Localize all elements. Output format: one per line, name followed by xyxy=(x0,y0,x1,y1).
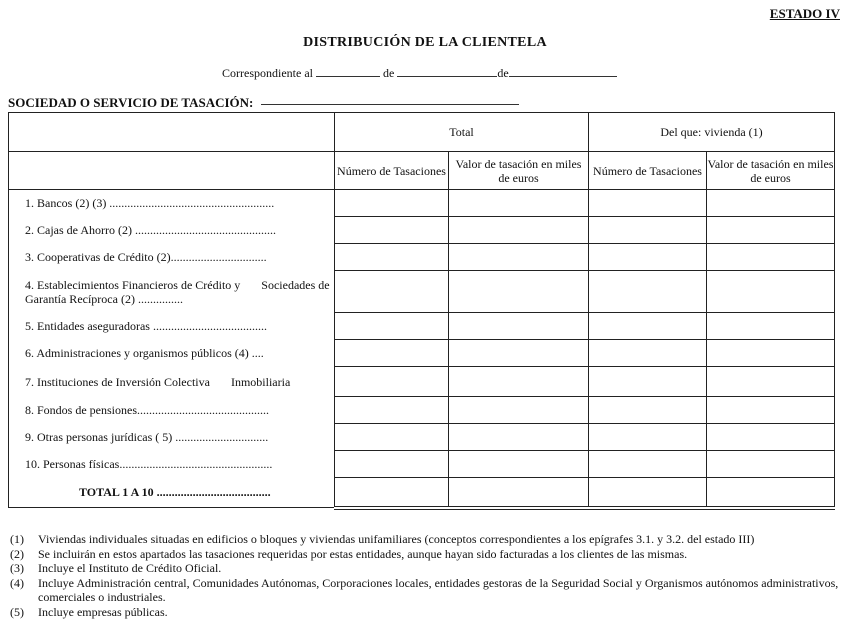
total-label: TOTAL 1 A 10 ...................................... xyxy=(9,478,335,508)
cell-num-vivienda[interactable] xyxy=(589,271,707,313)
row-label: 10. Personas físicas................................................... xyxy=(9,451,335,478)
subheader-num-total: Número de Tasaciones xyxy=(335,152,449,190)
cell-valor-vivienda[interactable] xyxy=(707,190,835,217)
page-title: DISTRIBUCIÓN DE LA CLIENTELA xyxy=(303,35,547,50)
day-blank[interactable] xyxy=(316,66,380,77)
cell-valor-total[interactable] xyxy=(449,271,589,313)
footnote xyxy=(10,547,848,562)
row-label: 3. Cooperativas de Crédito (2)................................ xyxy=(9,244,335,271)
header-total: Total xyxy=(335,113,589,152)
year-blank[interactable] xyxy=(509,66,617,77)
cell-num-total[interactable] xyxy=(335,217,449,244)
total-valor-total[interactable] xyxy=(449,478,589,508)
row-label: 1. Bancos (2) (3) ....................................................... xyxy=(9,190,335,217)
entity-line xyxy=(8,95,519,111)
cell-num-total[interactable] xyxy=(335,271,449,313)
cell-valor-total[interactable] xyxy=(449,313,589,340)
table-row xyxy=(9,340,835,367)
footnote-text: Incluye empresas públicas. xyxy=(38,604,168,619)
cell-valor-total[interactable] xyxy=(449,424,589,451)
cell-num-vivienda[interactable] xyxy=(589,424,707,451)
period-sep2: de xyxy=(497,66,509,80)
table-row xyxy=(9,424,835,451)
form-code: ESTADO IV xyxy=(769,6,840,21)
cell-num-vivienda[interactable] xyxy=(589,244,707,271)
cell-valor-vivienda[interactable] xyxy=(707,313,835,340)
footnote-text: Se incluirán en estos apartados las tasaciones requeridas por estas entidades, aunque hayan sido facturadas a los clientes de las mismas. xyxy=(38,546,688,561)
cell-valor-total[interactable] xyxy=(449,217,589,244)
cell-valor-total[interactable] xyxy=(449,244,589,271)
table-row xyxy=(9,244,835,271)
total-num-vivienda[interactable] xyxy=(589,478,707,508)
cell-num-total[interactable] xyxy=(335,313,449,340)
cell-valor-vivienda[interactable] xyxy=(707,451,835,478)
row-label: 2. Cajas de Ahorro (2) ............................................... xyxy=(9,217,335,244)
cell-valor-total[interactable] xyxy=(449,367,589,397)
footnote-key: (4) xyxy=(10,575,24,590)
cell-num-total[interactable] xyxy=(335,367,449,397)
footnote-text: Incluye Administración central, Comunidades Autónomas, Corporaciones locales, entidades gestoras de la Seguridad Social y Organismos autónomos administrativos, comerciales o industriales. xyxy=(38,575,839,604)
row-label: 7. Instituciones de Inversión Colectiva Inmobiliaria xyxy=(9,367,335,397)
row-label: 5. Entidades aseguradoras ...................................... xyxy=(9,313,335,340)
cell-valor-total[interactable] xyxy=(449,340,589,367)
cell-num-vivienda[interactable] xyxy=(589,367,707,397)
footnotes xyxy=(10,532,848,619)
cell-valor-total[interactable] xyxy=(449,397,589,424)
cell-valor-vivienda[interactable] xyxy=(707,217,835,244)
table-row xyxy=(9,313,835,340)
cell-num-vivienda[interactable] xyxy=(589,217,707,244)
cell-num-total[interactable] xyxy=(335,397,449,424)
entity-label: SOCIEDAD O SERVICIO DE TASACIÓN: xyxy=(8,95,254,110)
cell-valor-vivienda[interactable] xyxy=(707,424,835,451)
row-label: 4. Establecimientos Financieros de Crédito y Sociedades de Garantía Recíproca (2) ............... xyxy=(9,271,335,313)
total-num-total[interactable] xyxy=(335,478,449,508)
cell-num-total[interactable] xyxy=(335,340,449,367)
footnote-text: Viviendas individuales situadas en edificios o bloques y viviendas unifamiliares (conceptos correspondientes a los epígrafes 3.1. y 3.2. del estado III) xyxy=(38,532,755,546)
table-row xyxy=(9,451,835,478)
header-blank xyxy=(9,113,335,152)
cell-num-total[interactable] xyxy=(335,424,449,451)
footnote-key: (1) xyxy=(10,532,24,546)
footnote xyxy=(10,532,848,547)
cell-valor-vivienda[interactable] xyxy=(707,367,835,397)
row-label: 8. Fondos de pensiones............................................ xyxy=(9,397,335,424)
cell-valor-vivienda[interactable] xyxy=(707,397,835,424)
cell-num-vivienda[interactable] xyxy=(589,340,707,367)
cell-valor-total[interactable] xyxy=(449,451,589,478)
footnote xyxy=(10,561,848,576)
cell-num-vivienda[interactable] xyxy=(589,190,707,217)
cell-num-total[interactable] xyxy=(335,244,449,271)
cell-valor-vivienda[interactable] xyxy=(707,340,835,367)
table-row xyxy=(9,190,835,217)
footnote xyxy=(10,576,848,605)
subheader-num-vivienda: Número de Tasaciones xyxy=(589,152,707,190)
footnote xyxy=(10,605,848,620)
subheader-valor-vivienda: Valor de tasación en miles de euros xyxy=(707,152,835,190)
table-row xyxy=(9,271,835,313)
cell-num-total[interactable] xyxy=(335,451,449,478)
cell-valor-total[interactable] xyxy=(449,190,589,217)
month-blank[interactable] xyxy=(397,66,497,77)
header-vivienda: Del que: vivienda (1) xyxy=(589,113,835,152)
footnote-key: (3) xyxy=(10,561,24,575)
cell-num-vivienda[interactable] xyxy=(589,397,707,424)
table-row xyxy=(9,367,835,397)
cell-num-vivienda[interactable] xyxy=(589,451,707,478)
total-row xyxy=(9,478,835,508)
table-row xyxy=(9,217,835,244)
footnote-key: (5) xyxy=(10,604,24,619)
cell-valor-vivienda[interactable] xyxy=(707,244,835,271)
distribution-table xyxy=(8,112,835,510)
entity-blank[interactable] xyxy=(261,104,519,105)
header-blank-2 xyxy=(9,152,335,190)
cell-num-vivienda[interactable] xyxy=(589,313,707,340)
total-valor-vivienda[interactable] xyxy=(707,478,835,508)
row-label: 6. Administraciones y organismos públicos (4) .... xyxy=(9,340,335,367)
cell-num-total[interactable] xyxy=(335,190,449,217)
cell-valor-vivienda[interactable] xyxy=(707,271,835,313)
period-prefix: Correspondiente al xyxy=(222,66,313,80)
table-row xyxy=(9,397,835,424)
row-label: 9. Otras personas jurídicas ( 5) ............................... xyxy=(9,424,335,451)
footnote-key: (2) xyxy=(10,546,24,561)
period-sep1: de xyxy=(382,66,395,80)
footnote-text: Incluye el Instituto de Crédito Oficial. xyxy=(38,561,222,575)
subheader-valor-total: Valor de tasación en miles de euros xyxy=(449,152,589,190)
period-line xyxy=(222,66,617,81)
